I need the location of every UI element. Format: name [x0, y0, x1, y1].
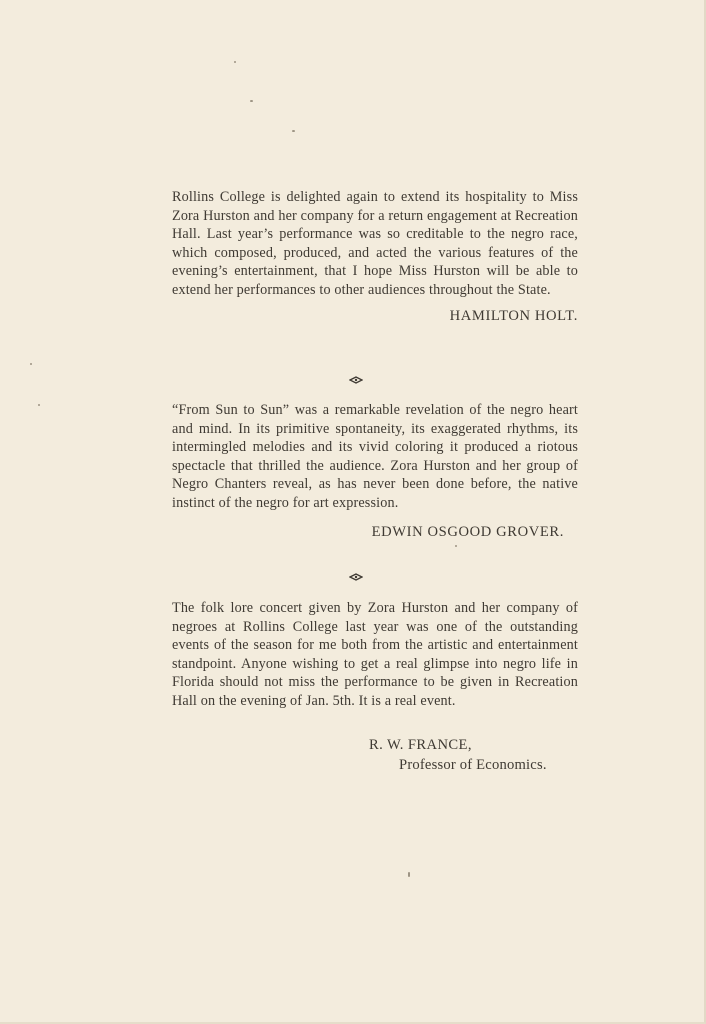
paper-speck: [234, 61, 236, 63]
testimonial-holt-text: Rollins College is delighted again to extend its hospitality to Miss Zora Hurston and her company for a return engagement at Recreation Hall. Last year’s performance was so creditable to the negro race, which composed, produced, and acted the various features of the evening’s entertainment, that I hope Miss Hurston will be able to extend her performances to other audiences throughout the State.: [172, 189, 578, 298]
testimonial-france: [172, 599, 578, 711]
signature-france-title: Professor of Economics.: [399, 757, 547, 773]
testimonial-holt: [172, 188, 578, 325]
divider-ornament: [349, 376, 363, 384]
testimonial-grover-text: “From Sun to Sun” was a remarkable revelation of the negro heart and mind. In its primitive spontaneity, its exaggerated rhythms, its intermingled melodies and its vivid coloring it produced a riotous spectacle that thrilled the audience. Zora Hurston and her group of Negro Chanters reveal, as has never been done before, the native instinct of the negro for art expression.: [172, 402, 578, 511]
signature-holt: HAMILTON HOLT.: [449, 307, 578, 324]
paper-speck: [30, 363, 32, 365]
paper-speck: [38, 404, 40, 406]
signature-grover: EDWIN OSGOOD GROVER.: [371, 523, 564, 540]
paper-speck: [455, 545, 457, 547]
signature-france: R. W. FRANCE,: [369, 737, 472, 753]
testimonial-grover: [172, 401, 578, 541]
divider-ornament: [349, 573, 363, 581]
paper-speck: [408, 872, 410, 877]
paper-speck: [250, 100, 253, 102]
paper-speck: [292, 130, 295, 132]
testimonial-france-text: The folk lore concert given by Zora Hurston and her company of negroes at Rollins College last year was one of the outstanding events of the season for me both from the artistic and entertainment standpoint. Anyone wishing to get a real glimpse into negro life in Florida should not miss the performance to be given in Recreation Hall on the evening of Jan. 5th. It is a real event.: [172, 600, 578, 709]
